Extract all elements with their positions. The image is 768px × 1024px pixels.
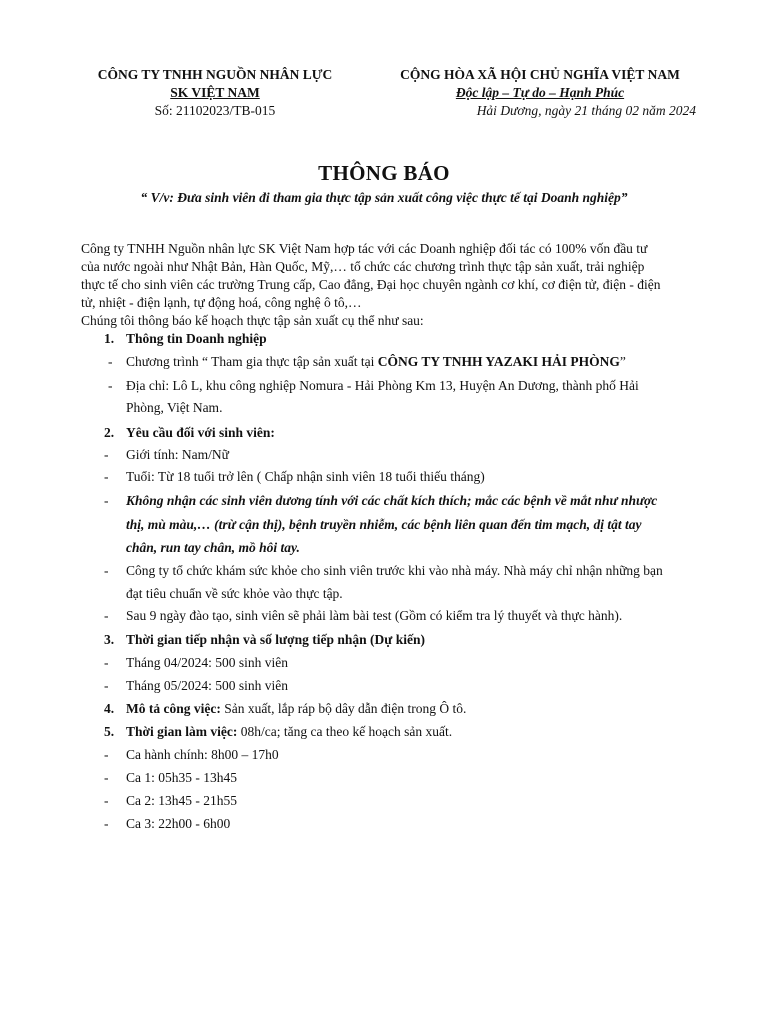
section-value: 08h/ca; tăng ca theo kế hoạch sản xuất. xyxy=(237,724,453,739)
national-motto: Độc lập – Tự do – Hạnh Phúc xyxy=(455,85,625,100)
intro-line: của nước ngoài như Nhật Bản, Hàn Quốc, Mỹ,… tổ chức các chương trình thực tập sản xuất, trải nghiệp xyxy=(81,259,645,274)
section-label: Thời gian làm việc: xyxy=(126,724,238,739)
intro-paragraph xyxy=(81,240,693,330)
document-subtitle: “ V/v: Đưa sinh viên đi tham gia thực tập sản xuất công việc thực tế tại Doanh nghiệp” xyxy=(140,190,628,205)
nation-name: CỘNG HÒA XÃ HỘI CHỦ NGHĨA VIỆT NAM xyxy=(400,67,680,82)
place-date: Hải Dương, ngày 21 tháng 02 năm 2024 xyxy=(476,103,696,118)
intro-line: tử, nhiệt - điện lạnh, tự động hoá, công nghệ ô tô,… xyxy=(81,295,362,310)
intro-line: Công ty TNHH Nguồn nhân lực SK Việt Nam hợp tác với các Doanh nghiệp đối tác có 100% vốn đầu tư xyxy=(81,241,648,256)
section-value: Sản xuất, lắp ráp bộ dây dẫn điện trong Ô tô. xyxy=(220,701,467,716)
company-name-line1: CÔNG TY TNHH NGUỒN NHÂN LỰC xyxy=(97,67,333,82)
address-line: Địa chỉ: Lô L, khu công nghiệp Nomura - Hải Phòng Km 13, Huyện An Dương, thành phố Hải xyxy=(126,378,639,393)
intro-line: Chúng tôi thông báo kế hoạch thực tập sản xuất cụ thể như sau: xyxy=(81,313,424,328)
document-page: CÔNG TY TNHH NGUỒN NHÂN LỰC SK VIỆT NAM Số: 21102023/TB-015 CỘNG HÒA XÃ HỘI CHỦ NGHĨA VIỆT NAM Độc lập – Tự do – Hạnh Phúc Hải Dương, ngày 21 tháng 02 năm 2024 THÔNG BÁO “ V/v: Đưa sinh viên đi tham gia thực tập sản xuất công việc thực tế tại Doanh nghiệp” Công ty TNHH Nguồn nhân lực SK Việt Nam hợp tác với các Doanh nghiệp đối tác có 100% vốn đầu tư của nước ngoài như Nhật Bản, Hàn Quốc, Mỹ,… tổ chức các chương trình thực tập sản xuất, trải nghiệp thực tế cho sinh viên các trường Trung cấp, Cao đẳng, Đại học chuyên ngành cơ khí, cơ điện tử, điện - điện tử, nhiệt - điện lạnh, tự động hoá, công nghệ ô tô,… Chúng tôi thông báo kế hoạch thực tập sản xuất cụ thể như sau: 1. Thông tin Doanh nghiệp - Chương trình “ Tham gia thực tập sản xuất tại CÔNG TY TNHH YAZAKI HẢI PHÒNG” - Địa chỉ: Lô L, khu công nghiệp Nomura - Hải Phòng Km 13, Huyện An Dương, thành phố Hải Phòng, Việt Nam. 2. Yêu cầu đối với sinh viên: - Giới tính: Nam/Nữ - Tuổi: Từ 18 tuổi trở lên ( Chấp nhận sinh viên 18 tuổi thiếu tháng) - Không nhận các sinh viên dương tính với các chất kích thích; mắc các bệnh về mắt như nhược thị, mù màu,… (trừ cận thị), bệnh truyền nhiễm, các bệnh liên quan đến tim mạch, dị tật tay chân, run tay chân, mồ hôi tay. - Công ty tổ chức khám sức khỏe cho sinh viên trước khi vào nhà máy. Nhà máy chỉ nhận những bạn đạt tiêu chuẩn về sức khỏe vào thực tập. - Sau 9 ngày đào tạo, sinh viên sẽ phải làm bài test (Gồm có kiểm tra lý thuyết và thực hành). 3. Thời gian tiếp nhận và số lượng tiếp nhận (Dự kiến) - Tháng 04/2024: 500 sinh viên - Tháng 05/2024: 500 sinh viên 4. Mô tả công việc: Sản xuất, lắp ráp bộ dây dẫn điện trong Ô tô. 5. Thời gian làm việc: 08h/ca; tăng ca theo kế hoạch sản xuất. - Ca hành chính: 8h00 – 17h0 - Ca 1: 05h35 - 13h45 - Ca 2: 13h45 - 21h55 - Ca 3: 22h00 - 6h00 xyxy=(0,0,768,1024)
nation-header xyxy=(380,66,700,102)
program-company: CÔNG TY TNHH YAZAKI HẢI PHÒNG xyxy=(377,354,620,369)
company-header xyxy=(70,66,360,120)
company-name-line2: SK VIỆT NAM xyxy=(170,85,260,100)
document-title: THÔNG BÁO xyxy=(318,161,450,185)
document-number: Số: 21102023/TB-015 xyxy=(154,103,276,118)
section-label: Mô tả công việc: xyxy=(126,701,221,716)
intro-line: thực tế cho sinh viên các trường Trung cấp, Cao đẳng, Đại học chuyên ngành cơ khí, cơ điện tử, điện - điện xyxy=(81,277,661,292)
address-line: Phòng, Việt Nam. xyxy=(126,400,223,415)
